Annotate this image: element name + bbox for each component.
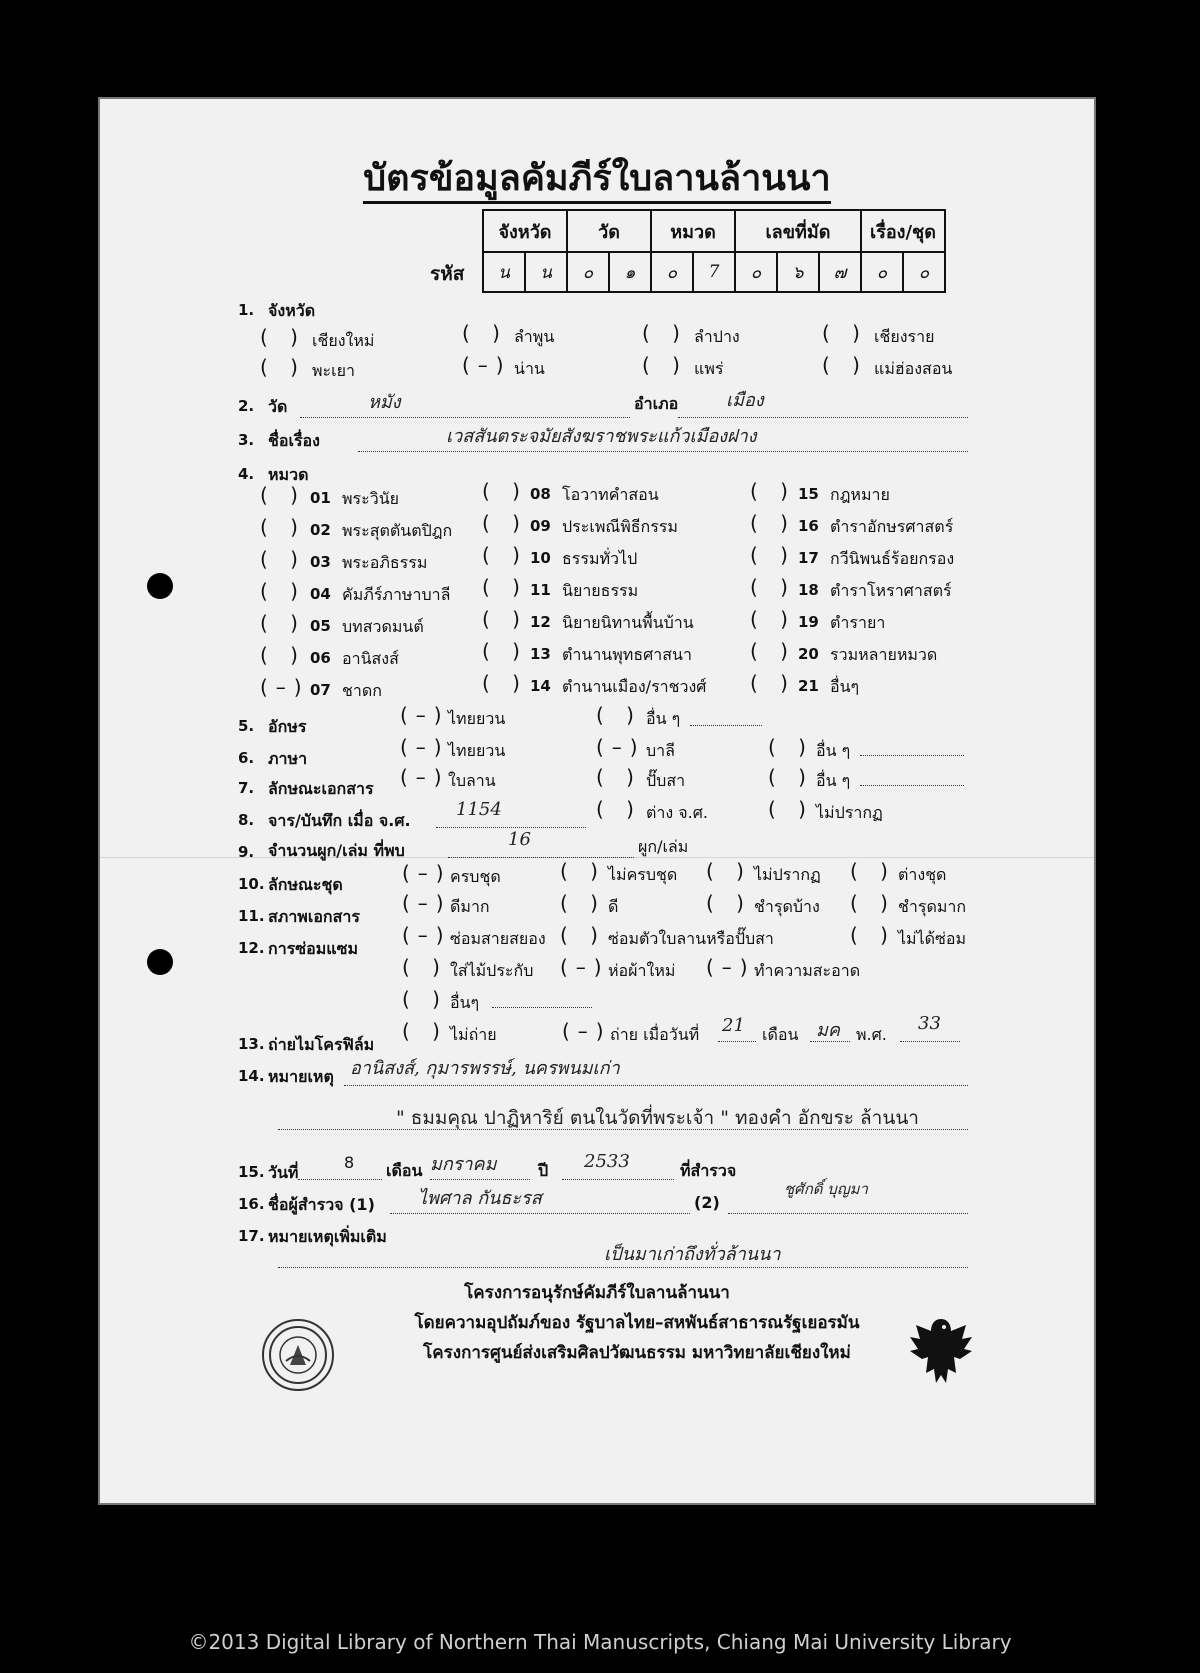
surveyor-2-name: ชูศักดิ์ บุญมา — [784, 1180, 868, 1198]
repair-option-selected: ซ่อมสายสยอง — [450, 929, 546, 948]
checkbox[interactable]: ( ) — [482, 543, 528, 567]
condition-option-selected: ดีมาก — [450, 897, 490, 916]
count-value: 16 — [508, 829, 531, 850]
checkbox-checked[interactable]: (–) — [400, 735, 450, 759]
checkbox[interactable]: ( ) — [642, 353, 688, 377]
code-digit: น — [525, 252, 567, 292]
category-code: 15 — [798, 485, 819, 503]
province-label: จังหวัด — [268, 301, 316, 320]
inscribed-label: จาร/บันทึก เมื่อ จ.ศ. — [268, 811, 411, 830]
microfilm-option: ไม่ถ่าย — [450, 1025, 497, 1044]
language-label: ภาษา — [268, 749, 308, 768]
category-name: ธรรมทั่วไป — [562, 549, 638, 568]
repair-option: ซ่อมตัวใบลานหรือปั๊บสา — [608, 929, 774, 948]
checkbox[interactable]: ( ) — [750, 511, 796, 535]
repair-option: ใส่ไม้ประกับ — [450, 961, 534, 980]
remarks-line — [344, 1085, 968, 1086]
category-code: 08 — [530, 485, 551, 503]
set-option: ไม่ปรากฏ — [754, 865, 821, 884]
category-code: 14 — [530, 677, 551, 695]
title-label: ชื่อเรื่อง — [268, 431, 320, 450]
code-header-temple: วัด — [567, 210, 651, 252]
section-number: 17. — [238, 1227, 265, 1245]
microfilm-label: ถ่ายไมโครฟิล์ม — [268, 1035, 375, 1054]
category-name: ตำรายา — [830, 613, 886, 632]
checkbox[interactable]: ( ) — [260, 643, 306, 667]
province-option: เชียงราย — [874, 327, 935, 346]
additional-notes-label: หมายเหตุเพิ่มเติม — [268, 1227, 387, 1246]
repair-other-line — [492, 1007, 592, 1008]
count-line — [448, 857, 634, 858]
category-name: พระวินัย — [342, 489, 400, 508]
checkbox-checked[interactable]: (–) — [596, 735, 646, 759]
checkbox[interactable]: ( ) — [850, 891, 896, 915]
category-name: บทสวดมนต์ — [342, 617, 424, 636]
language-other-line — [860, 755, 964, 756]
count-label: จำนวนผูก/เล่ม ที่พบ — [268, 841, 405, 860]
checkbox-checked[interactable]: (–) — [402, 891, 452, 915]
section-number: 3. — [238, 431, 255, 449]
province-option-selected: น่าน — [514, 359, 545, 378]
survey-day: 8 — [344, 1153, 355, 1172]
province-option: เชียงใหม่ — [312, 331, 375, 350]
category-code: 13 — [530, 645, 551, 663]
repair-option: ไม่ได้ซ่อม — [898, 929, 967, 948]
remarks-value-2: " ธมมคุณ ปาฏิหาริย์ ตนในวัดที่พระเจ้า " ทองคำ อักขระ ล้านนา — [396, 1107, 919, 1129]
checkbox[interactable]: ( ) — [768, 735, 814, 759]
survey-suffix: ที่สำรวจ — [680, 1161, 737, 1180]
language-option-selected: บาลี — [646, 741, 675, 760]
category-name: คัมภีร์ภาษาบาลี — [342, 585, 451, 604]
checkbox[interactable]: ( ) — [768, 797, 814, 821]
inscribed-line — [436, 827, 586, 828]
footer-center: โครงการศูนย์ส่งเสริมศิลปวัฒนธรรม มหาวิทยาลัยเชียงใหม่ — [423, 1343, 851, 1363]
code-digit: ๐ — [651, 252, 693, 292]
count-unit: ผูก/เล่ม — [638, 837, 689, 856]
title-line — [358, 451, 968, 452]
category-code: 11 — [530, 581, 551, 599]
punch-hole — [147, 949, 173, 975]
category-code: 04 — [310, 585, 331, 603]
category-code: 21 — [798, 677, 819, 695]
code-header-bundle: เลขที่มัด — [735, 210, 861, 252]
category-name: ตำนานพุทธศาสนา — [562, 645, 692, 664]
section-number: 12. — [238, 939, 265, 957]
section-number: 5. — [238, 717, 255, 735]
checkbox[interactable]: ( ) — [750, 671, 796, 695]
repair-option: อื่นๆ — [450, 993, 480, 1012]
code-digit: ๐ — [861, 252, 903, 292]
condition-option: ชำรุดบ้าง — [754, 897, 820, 916]
province-option: แพร่ — [694, 359, 724, 378]
material-label: ลักษณะเอกสาร — [268, 779, 374, 798]
category-name: พระอภิธรรม — [342, 553, 428, 572]
code-digit: ๐ — [735, 252, 777, 292]
remarks-value: อานิสงส์, กุมารพรรษ์, นครพนมเก่า — [350, 1058, 620, 1079]
code-header-category: หมวด — [651, 210, 735, 252]
province-option: ลำปาง — [694, 327, 740, 346]
checkbox-checked[interactable]: (–) — [260, 675, 310, 699]
checkbox[interactable]: ( ) — [750, 479, 796, 503]
set-option-selected: ครบชุด — [450, 867, 501, 886]
checkbox[interactable]: ( ) — [260, 325, 306, 349]
checkbox[interactable]: ( ) — [850, 859, 896, 883]
category-name: พระสุตตันตปิฎก — [342, 521, 453, 540]
condition-option: ดี — [608, 897, 619, 916]
section-number: 7. — [238, 779, 255, 797]
category-name: อื่นๆ — [830, 677, 860, 696]
surveyor-2-line — [728, 1213, 968, 1214]
checkbox-checked[interactable]: (–) — [462, 353, 512, 377]
code-digit: ๐ — [903, 252, 945, 292]
code-digit: ๗ — [819, 252, 861, 292]
section-number: 9. — [238, 843, 255, 861]
checkbox[interactable]: ( ) — [260, 483, 306, 507]
checkbox-checked[interactable]: (–) — [560, 955, 610, 979]
checkbox[interactable]: ( ) — [402, 1019, 448, 1043]
checkbox[interactable]: ( ) — [260, 611, 306, 635]
category-name-selected: ชาดก — [342, 681, 382, 700]
temple-label: วัด — [268, 397, 288, 416]
microfilm-month: มค — [816, 1020, 840, 1041]
checkbox[interactable]: ( ) — [706, 891, 752, 915]
language-option-selected: ไทยยวน — [448, 741, 506, 760]
inscribed-option: ไม่ปรากฏ — [816, 803, 883, 822]
checkbox[interactable]: ( ) — [750, 543, 796, 567]
microfilm-day-line — [718, 1041, 756, 1042]
microfilm-year: 33 — [918, 1013, 941, 1034]
category-code: 10 — [530, 549, 551, 567]
checkbox[interactable]: ( ) — [750, 639, 796, 663]
inscribed-option: ต่าง จ.ศ. — [646, 803, 708, 822]
category-code: 03 — [310, 553, 331, 571]
section-number: 8. — [238, 811, 255, 829]
language-option: อื่น ๆ — [816, 741, 851, 760]
section-number: 14. — [238, 1067, 265, 1085]
survey-month-label: เดือน — [386, 1161, 423, 1180]
inscribed-year: 1154 — [456, 799, 502, 820]
category-label: หมวด — [268, 465, 309, 484]
amphoe-label: อำเภอ — [634, 394, 679, 413]
surveyor-2-label: (2) — [694, 1193, 720, 1212]
additional-notes-value: เป็นมาเก่าถึงทั่วล้านนา — [604, 1244, 781, 1265]
surveyor-label: ชื่อผู้สำรวจ (1) — [268, 1195, 375, 1214]
checkbox[interactable]: ( ) — [402, 987, 448, 1011]
category-code: 05 — [310, 617, 331, 635]
script-option: อื่น ๆ — [646, 709, 681, 728]
survey-day-line — [298, 1179, 382, 1180]
checkbox[interactable]: ( ) — [560, 859, 606, 883]
checkbox[interactable]: ( ) — [260, 547, 306, 571]
amphoe-line — [678, 417, 968, 418]
material-option-selected: ใบลาน — [448, 771, 496, 790]
survey-year-label: ปี — [538, 1161, 549, 1180]
code-header-story: เรื่อง/ชุด — [861, 210, 945, 252]
section-number: 10. — [238, 875, 265, 893]
checkbox-checked[interactable]: (–) — [562, 1019, 612, 1043]
checkbox[interactable]: ( ) — [750, 607, 796, 631]
surveyor-1-line — [390, 1213, 690, 1214]
checkbox[interactable]: ( ) — [596, 797, 642, 821]
category-name: กวีนิพนธ์ร้อยกรอง — [830, 549, 955, 568]
checkbox[interactable]: ( ) — [482, 671, 528, 695]
category-name: กฎหมาย — [830, 485, 890, 504]
script-label: อักษร — [268, 717, 307, 736]
checkbox-checked[interactable]: (–) — [402, 861, 452, 885]
card-title: บัตรข้อมูลคัมภีร์ใบลานล้านนา — [100, 149, 1094, 206]
checkbox[interactable]: ( ) — [822, 353, 868, 377]
repair-option-selected: ทำความสะอาด — [754, 961, 861, 980]
category-code: 16 — [798, 517, 819, 535]
survey-year-line — [562, 1179, 674, 1180]
checkbox[interactable]: ( ) — [822, 321, 868, 345]
repair-label: การซ่อมแซม — [268, 939, 358, 958]
checkbox[interactable]: ( ) — [750, 575, 796, 599]
microfilm-year-label: พ.ศ. — [856, 1025, 887, 1044]
material-option: ปั๊บสา — [646, 771, 686, 790]
section-number: 13. — [238, 1035, 265, 1053]
category-name: ตำนานเมือง/ราชวงศ์ — [562, 677, 707, 696]
temple-line — [300, 417, 630, 418]
code-header-province: จังหวัด — [483, 210, 567, 252]
condition-option: ชำรุดมาก — [898, 897, 967, 916]
microfilm-month-label: เดือน — [762, 1025, 799, 1044]
section-number: 1. — [238, 301, 255, 319]
code-digit: น — [483, 252, 525, 292]
province-option: แม่ฮ่องสอน — [874, 359, 953, 378]
category-code: 20 — [798, 645, 819, 663]
code-label: รหัส — [430, 263, 465, 285]
checkbox-checked[interactable]: (–) — [402, 923, 452, 947]
set-option: ไม่ครบชุด — [608, 865, 678, 884]
category-code: 19 — [798, 613, 819, 631]
footer-sponsor: โดยความอุปถัมภ์ของ รัฐบาลไทย–สหพันธ์สาธารณรัฐเยอรมัน — [414, 1313, 860, 1333]
checkbox[interactable]: ( ) — [482, 639, 528, 663]
checkbox[interactable]: ( ) — [482, 607, 528, 631]
surveyor-1-name: ไพศาล กันธะรส — [418, 1188, 542, 1209]
copyright-credit: ©2013 Digital Library of Northern Thai Manuscripts, Chiang Mai University Library — [188, 1630, 1012, 1654]
category-name: นิยายธรรม — [562, 581, 639, 600]
amphoe-value: เมือง — [726, 390, 764, 411]
section-number: 16. — [238, 1195, 265, 1213]
condition-label: สภาพเอกสาร — [268, 907, 360, 926]
category-name: นิยายนิทานพื้นบ้าน — [562, 613, 694, 632]
checkbox-checked[interactable]: (–) — [400, 765, 450, 789]
set-label: ลักษณะชุด — [268, 875, 343, 894]
set-option: ต่างชุด — [898, 865, 947, 884]
checkbox[interactable]: ( ) — [560, 891, 606, 915]
code-digit: ๖ — [777, 252, 819, 292]
survey-year: 2533 — [584, 1151, 630, 1172]
code-digit: ๐ — [567, 252, 609, 292]
province-option: ลำพูน — [514, 327, 555, 346]
checkbox-checked[interactable]: (–) — [400, 703, 450, 727]
survey-month: มกราคม — [430, 1154, 497, 1175]
code-digit: ๑ — [609, 252, 651, 292]
script-other-line — [690, 725, 762, 726]
category-code: 01 — [310, 489, 331, 507]
checkbox[interactable]: ( ) — [768, 765, 814, 789]
checkbox[interactable]: ( ) — [596, 703, 642, 727]
checkbox[interactable]: ( ) — [850, 923, 896, 947]
section-number: 4. — [238, 465, 255, 483]
checkbox[interactable]: ( ) — [462, 321, 508, 345]
checkbox[interactable]: ( ) — [482, 575, 528, 599]
survey-date-label: วันที่ — [268, 1163, 299, 1182]
province-option: พะเยา — [312, 361, 355, 380]
category-code: 09 — [530, 517, 551, 535]
category-code: 02 — [310, 521, 331, 539]
survey-card — [98, 97, 1096, 1505]
category-code: 06 — [310, 649, 331, 667]
material-option: อื่น ๆ — [816, 771, 851, 790]
university-seal-icon — [262, 1319, 334, 1391]
checkbox[interactable]: ( ) — [260, 515, 306, 539]
checkbox[interactable]: ( ) — [402, 955, 448, 979]
category-code: 12 — [530, 613, 551, 631]
checkbox[interactable]: ( ) — [482, 511, 528, 535]
checkbox[interactable]: ( ) — [706, 859, 752, 883]
checkbox[interactable]: ( ) — [260, 355, 306, 379]
category-name: รวมหลายหมวด — [830, 645, 938, 664]
checkbox[interactable]: ( ) — [482, 479, 528, 503]
title-value: เวสสันตระจมัยสังฆราชพระแก้วเมืองฝาง — [446, 426, 757, 447]
category-code: 18 — [798, 581, 819, 599]
section-number: 6. — [238, 749, 255, 767]
category-name: โอวาทคำสอน — [562, 485, 659, 504]
survey-month-line — [430, 1179, 530, 1180]
checkbox[interactable]: ( ) — [642, 321, 688, 345]
section-number: 15. — [238, 1163, 265, 1181]
german-eagle-icon — [906, 1313, 976, 1393]
section-number: 2. — [238, 397, 255, 415]
script-option-selected: ไทยยวน — [448, 709, 506, 728]
remarks-label: หมายเหตุ — [268, 1067, 334, 1086]
repair-option-selected: ห่อผ้าใหม่ — [608, 961, 676, 980]
material-other-line — [860, 785, 964, 786]
category-code: 07 — [310, 681, 331, 699]
category-name: อานิสงส์ — [342, 649, 399, 668]
section-number: 11. — [238, 907, 265, 925]
category-name: ประเพณีพิธีกรรม — [562, 517, 678, 536]
category-name: ตำราโหราศาสตร์ — [830, 581, 952, 600]
microfilm-option-selected: ถ่าย เมื่อวันที่ — [610, 1025, 700, 1044]
footer-project: โครงการอนุรักษ์คัมภีร์ใบลานล้านนา — [464, 1283, 730, 1303]
category-code: 17 — [798, 549, 819, 567]
code-table — [482, 209, 946, 293]
checkbox[interactable]: ( ) — [596, 765, 642, 789]
microfilm-day: 21 — [722, 1015, 745, 1036]
checkbox[interactable]: ( ) — [560, 923, 606, 947]
category-name: ตำราอักษรศาสตร์ — [830, 517, 954, 536]
checkbox-checked[interactable]: (–) — [706, 955, 756, 979]
code-digit: 7 — [693, 252, 735, 292]
checkbox[interactable]: ( ) — [260, 579, 306, 603]
microfilm-year-line — [900, 1041, 960, 1042]
punch-hole — [147, 573, 173, 599]
temple-value: หมัง — [368, 392, 401, 413]
